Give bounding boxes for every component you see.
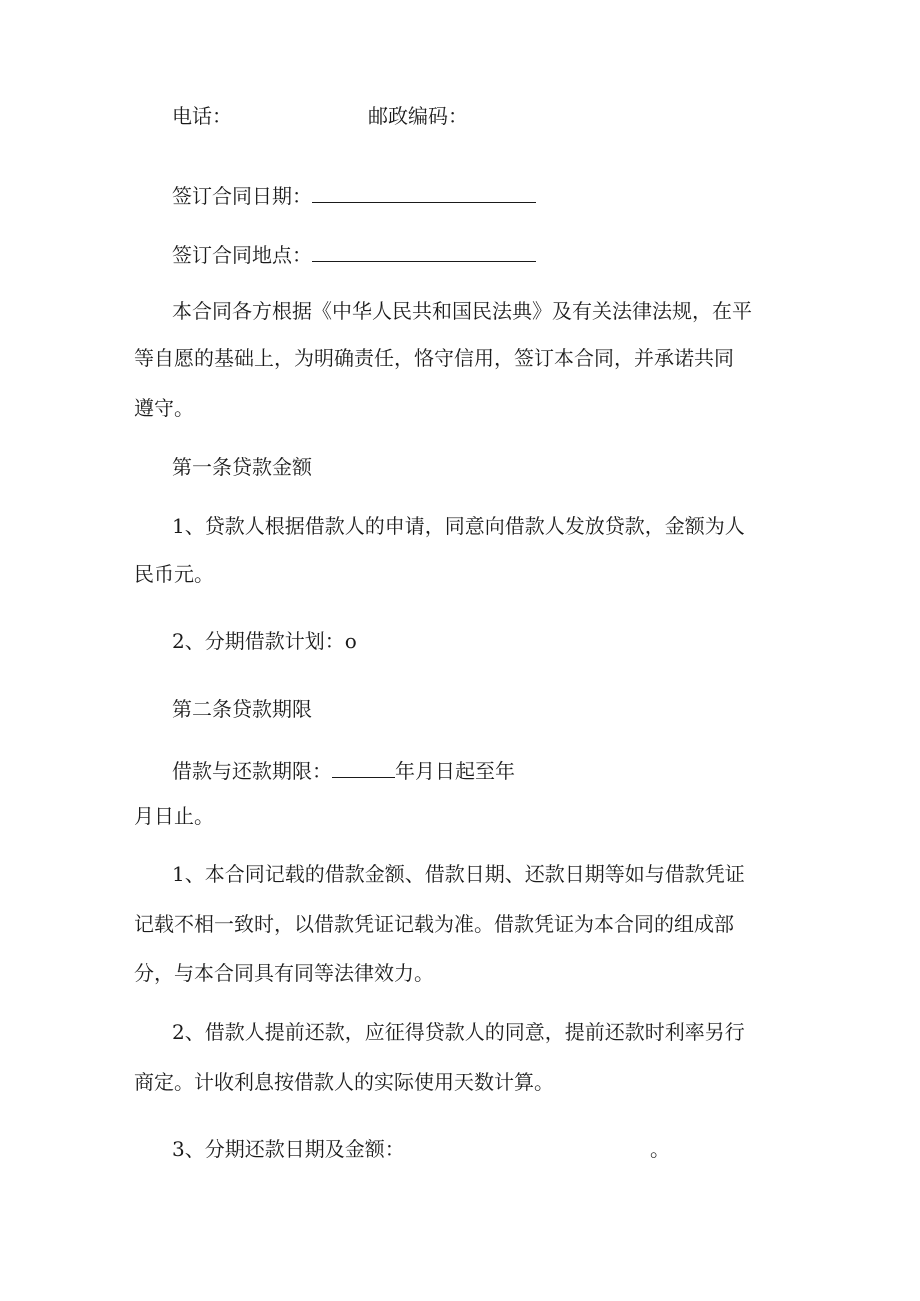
preamble-line-2: 等自愿的基础上，为明确责任，恪守信用，签订本合同，并承诺共同 <box>134 346 734 370</box>
postcode-label: 邮政编码： <box>368 104 468 128</box>
phone-label: 电话： <box>172 104 232 128</box>
signing-place-blank <box>312 241 536 262</box>
term-start-blank <box>332 757 395 778</box>
article1-item1-line-1: 1、贷款人根据借款人的申请，同意向借款人发放贷款，金额为人 <box>172 514 745 538</box>
signing-date-row <box>172 182 536 208</box>
signing-date-blank <box>312 182 536 203</box>
preamble-line-3: 遵守。 <box>134 396 194 420</box>
article2-heading: 第二条贷款期限 <box>172 697 312 721</box>
preamble-line-1: 本合同各方根据《中华人民共和国民法典》及有关法律法规，在平 <box>172 299 752 323</box>
term-row <box>172 757 515 783</box>
contact-row <box>0 104 920 128</box>
article2-item1-line-2: 记载不相一致时，以借款凭证记载为准。借款凭证为本合同的组成部 <box>134 912 734 936</box>
article1-heading: 第一条贷款金额 <box>172 455 312 479</box>
article2-item1-line-1: 1、本合同记载的借款金额、借款日期、还款日期等如与借款凭证 <box>172 862 745 886</box>
signing-date-label: 签订合同日期： <box>172 184 312 208</box>
signing-place-row <box>172 241 536 267</box>
article2-item1-line-3: 分，与本合同具有同等法律效力。 <box>134 961 434 985</box>
article1-item1-line-2: 民币元。 <box>134 562 214 586</box>
article2-item2-line-1: 2、借款人提前还款，应征得贷款人的同意，提前还款时利率另行 <box>172 1020 745 1044</box>
term-end: 月日止。 <box>134 804 214 828</box>
installment-end: 。 <box>650 1137 670 1161</box>
installment-label: 3、分期还款日期及金额： <box>172 1137 405 1161</box>
signing-place-label: 签订合同地点： <box>172 243 312 267</box>
article2-item2-line-2: 商定。计收利息按借款人的实际使用天数计算。 <box>134 1070 554 1094</box>
installment-row <box>172 1137 692 1161</box>
article1-item2: 2、分期借款计划：o <box>172 629 357 653</box>
term-label: 借款与还款期限： <box>172 759 332 783</box>
term-suffix: 年月日起至年 <box>395 759 515 783</box>
